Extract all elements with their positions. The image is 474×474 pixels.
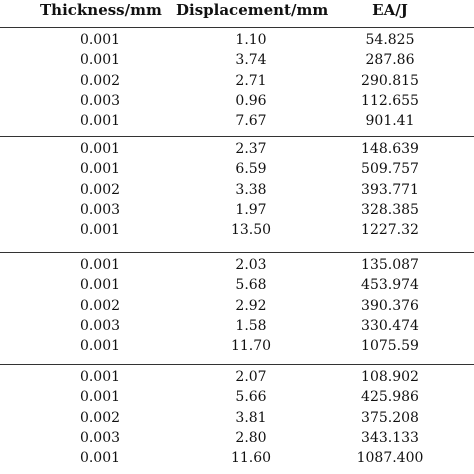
table-row (0, 91, 474, 111)
ea-cell: 390.376 (361, 297, 419, 314)
thickness-cell: 0.001 (79, 222, 121, 239)
displacement-cell: 6.59 (235, 161, 267, 178)
thickness-cell: 0.001 (79, 32, 121, 48)
header-displacement: Displacement/mm (176, 1, 329, 19)
ea-cell: 1087.400 (356, 450, 424, 467)
thickness-cell: 0.001 (79, 369, 121, 385)
table-row (0, 316, 474, 336)
table-row (0, 367, 474, 387)
table-row (0, 159, 474, 179)
ea-cell: 425.986 (361, 389, 419, 406)
thickness-cell: 0.002 (79, 181, 121, 198)
thickness-cell: 0.001 (79, 52, 121, 69)
thickness-cell: 0.003 (79, 92, 121, 109)
group-divider (0, 252, 474, 253)
table-group (0, 367, 474, 468)
table-row (0, 180, 474, 200)
displacement-cell: 0.96 (235, 92, 267, 109)
thickness-cell: 0.003 (79, 201, 121, 218)
table-row (0, 408, 474, 428)
ea-cell: 1075.59 (361, 338, 419, 355)
group-divider (0, 136, 474, 137)
displacement-cell: 1.10 (235, 32, 267, 48)
displacement-cell: 3.81 (235, 409, 267, 426)
group-divider (0, 364, 474, 365)
thickness-cell: 0.002 (79, 72, 121, 89)
thickness-cell: 0.003 (79, 317, 121, 334)
table-row (0, 50, 474, 70)
thickness-cell: 0.001 (79, 450, 121, 467)
displacement-cell: 2.03 (235, 257, 267, 273)
thickness-cell: 0.001 (79, 113, 121, 130)
group-divider (0, 27, 474, 28)
thickness-cell: 0.001 (79, 277, 121, 294)
displacement-cell: 2.92 (235, 297, 267, 314)
table-row (0, 387, 474, 407)
header-thickness: Thickness/mm (40, 1, 162, 19)
table-row (0, 448, 474, 468)
thickness-cell: 0.002 (79, 409, 121, 426)
table-group (0, 30, 474, 131)
ea-cell: 901.41 (365, 113, 415, 130)
displacement-cell: 5.68 (235, 277, 267, 294)
table-row (0, 111, 474, 131)
table-row (0, 428, 474, 448)
ea-cell: 54.825 (365, 32, 415, 48)
table-row (0, 255, 474, 275)
table-row (0, 30, 474, 50)
thickness-cell: 0.001 (79, 338, 121, 355)
table-group (0, 139, 474, 240)
ea-cell: 509.757 (361, 161, 419, 178)
table-row (0, 71, 474, 91)
ea-cell: 135.087 (361, 257, 419, 273)
displacement-cell: 13.50 (230, 222, 272, 239)
displacement-cell: 1.97 (235, 201, 267, 218)
table-group (0, 255, 474, 356)
ea-cell: 108.902 (361, 369, 419, 385)
table-row (0, 220, 474, 240)
ea-cell: 343.133 (361, 429, 419, 446)
displacement-cell: 5.66 (235, 389, 267, 406)
ea-cell: 290.815 (361, 72, 419, 89)
thickness-cell: 0.003 (79, 429, 121, 446)
ea-cell: 112.655 (361, 92, 419, 109)
displacement-cell: 3.74 (235, 52, 267, 69)
ea-cell: 287.86 (365, 52, 415, 69)
header-ea: EA/J (372, 1, 408, 19)
thickness-cell: 0.001 (79, 141, 121, 157)
displacement-cell: 3.38 (235, 181, 267, 198)
table-row (0, 296, 474, 316)
ea-cell: 328.385 (361, 201, 419, 218)
table-header (0, 0, 474, 26)
thickness-cell: 0.002 (79, 297, 121, 314)
ea-cell: 330.474 (361, 317, 419, 334)
ea-cell: 375.208 (361, 409, 419, 426)
displacement-cell: 1.58 (235, 317, 267, 334)
ea-cell: 1227.32 (361, 222, 419, 239)
ea-cell: 453.974 (361, 277, 419, 294)
ea-cell: 148.639 (361, 141, 419, 157)
table-row (0, 200, 474, 220)
thickness-cell: 0.001 (79, 257, 121, 273)
displacement-cell: 2.07 (235, 369, 267, 385)
thickness-cell: 0.001 (79, 161, 121, 178)
displacement-cell: 11.60 (230, 450, 272, 467)
displacement-cell: 11.70 (230, 338, 272, 355)
displacement-cell: 2.37 (235, 141, 267, 157)
ea-cell: 393.771 (361, 181, 419, 198)
thickness-cell: 0.001 (79, 389, 121, 406)
displacement-cell: 2.80 (235, 429, 267, 446)
table-row (0, 275, 474, 295)
table-row (0, 336, 474, 356)
table-row (0, 139, 474, 159)
displacement-cell: 2.71 (235, 72, 267, 89)
displacement-cell: 7.67 (235, 113, 267, 130)
